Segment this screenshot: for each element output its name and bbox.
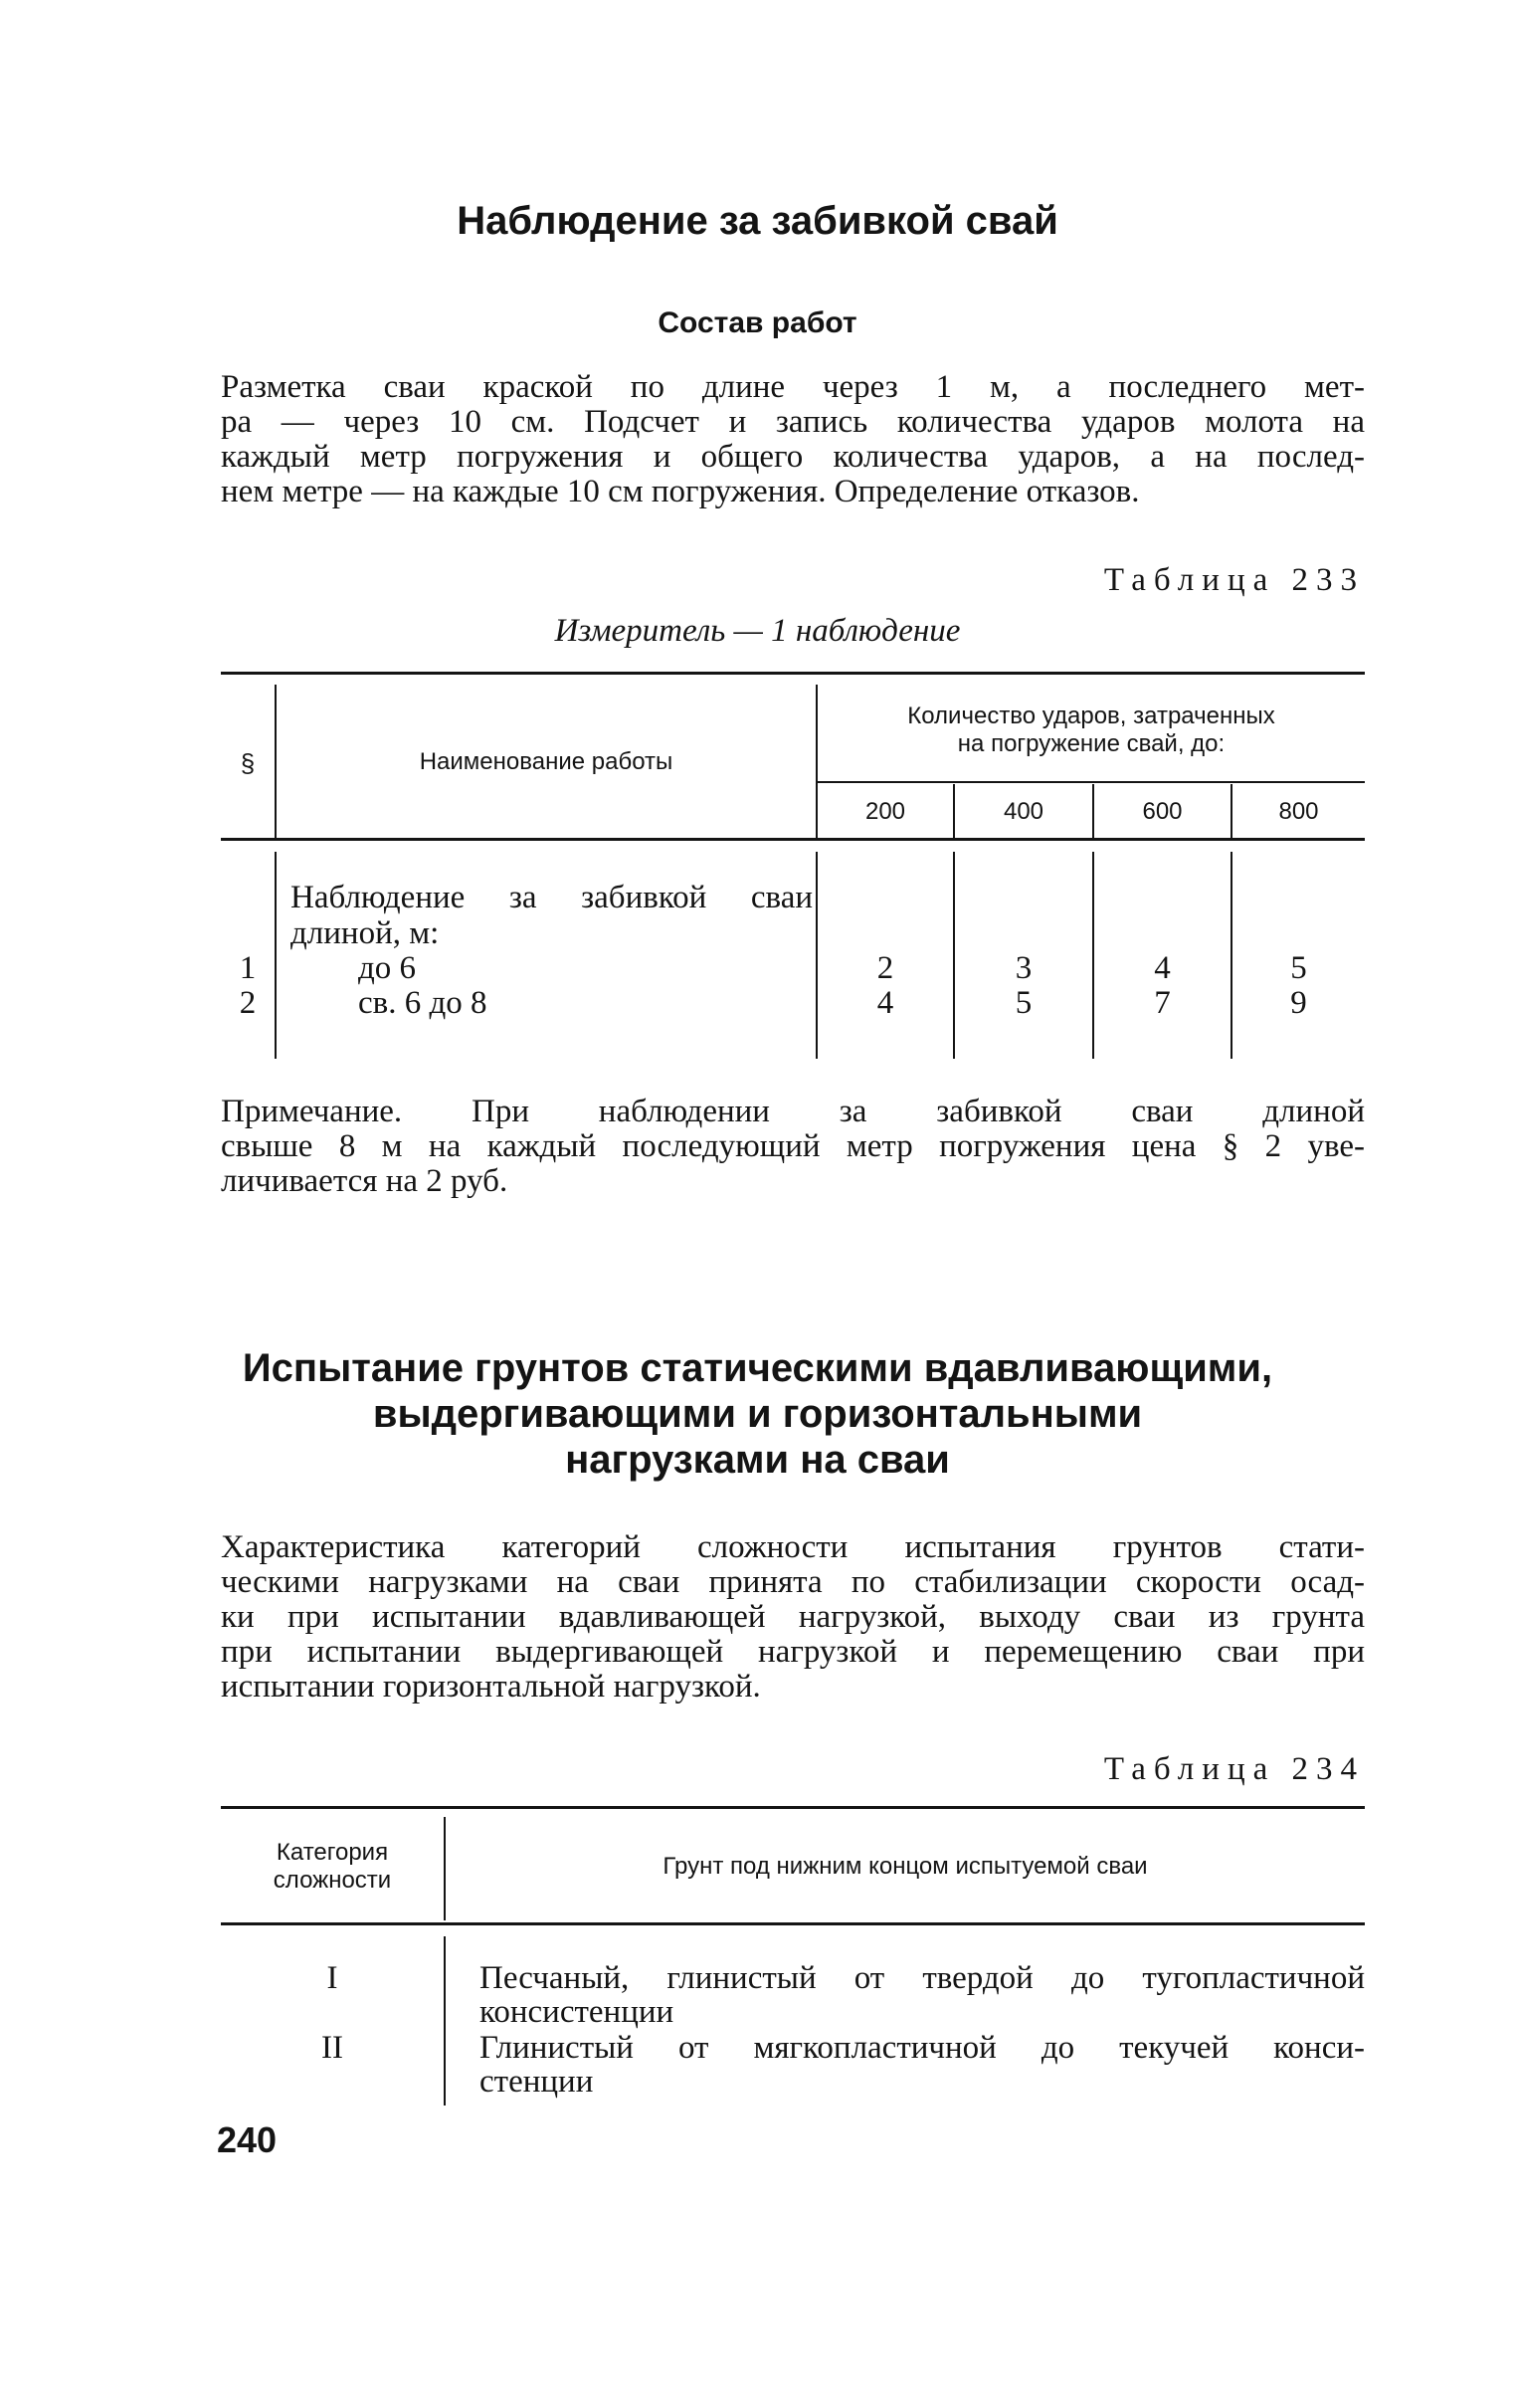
row-value: 2 <box>876 950 894 986</box>
row-soil-line: стенции <box>479 2064 594 2100</box>
header-col-400: 400 <box>1003 798 1044 825</box>
note-paragraph <box>221 1095 1365 1199</box>
row-soil-line: Песчаный, глинистый от твердой до тугопластичной <box>479 1960 1365 1996</box>
row-value: 4 <box>1154 950 1171 986</box>
header-work-name: Наименование работы <box>419 748 673 775</box>
paragraph-line: каждый метр погружения и общего количества ударов, а на послед- <box>221 439 1365 475</box>
table-label: Таблица 234 <box>1103 1751 1365 1787</box>
table-rule <box>275 852 277 1059</box>
header-category-line: сложности <box>273 1867 392 1894</box>
section-paragraph <box>221 1530 1365 1705</box>
row-soil-line: Глинистый от мягкопластичной до текучей конси- <box>479 2030 1365 2066</box>
table-rule <box>221 1922 1365 1925</box>
title-line: нагрузками на сваи <box>565 1438 950 1482</box>
row-soil-line: консистенции <box>479 1994 674 2030</box>
paragraph-line: ческими нагрузками на сваи принята по стабилизации скорости осад- <box>221 1564 1365 1600</box>
row-section: 1 <box>239 950 257 986</box>
section-title: Наблюдение за забивкой свай <box>457 199 1058 243</box>
paragraph-line: нем метре — на каждые 10 см погружения. Определение отказов. <box>221 474 1140 509</box>
header-col-800: 800 <box>1278 798 1319 825</box>
note-line: Примечание. При наблюдении за забивкой сваи длиной <box>221 1094 1365 1129</box>
paragraph-line: при испытании выдергивающей нагрузкой и перемещению сваи при <box>221 1634 1365 1670</box>
table-label: Таблица 233 <box>1103 562 1365 598</box>
title-line: выдергивающими и горизонтальными <box>372 1392 1143 1436</box>
section-title <box>0 1345 1515 1483</box>
table-measure: Измеритель — 1 наблюдение <box>554 613 961 649</box>
section-subtitle: Состав работ <box>658 306 857 339</box>
paragraph-line: ра — через 10 см. Подсчет и запись количества ударов молота на <box>221 404 1365 440</box>
row-value: 3 <box>1015 950 1033 986</box>
header-blows-line: на погружение свай, до: <box>957 730 1226 757</box>
row-name: до 6 <box>358 950 417 986</box>
header-category <box>221 1839 444 1895</box>
paragraph-line: испытании горизонтальной нагрузкой. <box>221 1669 761 1705</box>
header-blows-group <box>818 702 1365 758</box>
row-category: I <box>326 1960 338 1996</box>
row-name: св. 6 до 8 <box>358 985 487 1021</box>
table-rule <box>221 672 1365 675</box>
row-category: II <box>321 2030 343 2066</box>
header-blows-line: Количество ударов, затраченных <box>907 702 1275 729</box>
table-rule <box>221 1806 1365 1809</box>
note-line: свыше 8 м на каждый последующий метр погружения цена § 2 уве- <box>221 1128 1365 1164</box>
header-category-line: Категория <box>276 1839 389 1866</box>
section-paragraph <box>221 370 1365 509</box>
header-soil: Грунт под нижним концом испытуемой сваи <box>663 1853 1148 1880</box>
table-rule <box>818 781 1365 783</box>
table-rule <box>221 838 1365 841</box>
paragraph-line: ки при испытании вдавливающей нагрузкой, выходу сваи из грунта <box>221 1599 1365 1635</box>
row-value: 5 <box>1290 950 1307 986</box>
title-line: Испытание грунтов статическими вдавливающими, <box>242 1346 1273 1390</box>
header-col-200: 200 <box>864 798 906 825</box>
header-section: § <box>240 748 256 778</box>
work-name-line: длиной, м: <box>290 915 440 951</box>
row-value: 9 <box>1290 985 1307 1021</box>
row-value: 4 <box>876 985 894 1021</box>
table-rule <box>444 1936 446 2106</box>
note-line: личивается на 2 руб. <box>221 1163 508 1199</box>
paragraph-line: Разметка сваи краской по длине через 1 м, а последнего мет- <box>221 369 1365 405</box>
row-value: 7 <box>1154 985 1171 1021</box>
work-name-line: Наблюдение за забивкой сваи <box>290 880 813 915</box>
page-number: 240 <box>217 2119 278 2160</box>
row-value: 5 <box>1015 985 1033 1021</box>
row-section: 2 <box>239 985 257 1021</box>
paragraph-line: Характеристика категорий сложности испытания грунтов стати- <box>221 1529 1365 1565</box>
header-col-600: 600 <box>1142 798 1183 825</box>
